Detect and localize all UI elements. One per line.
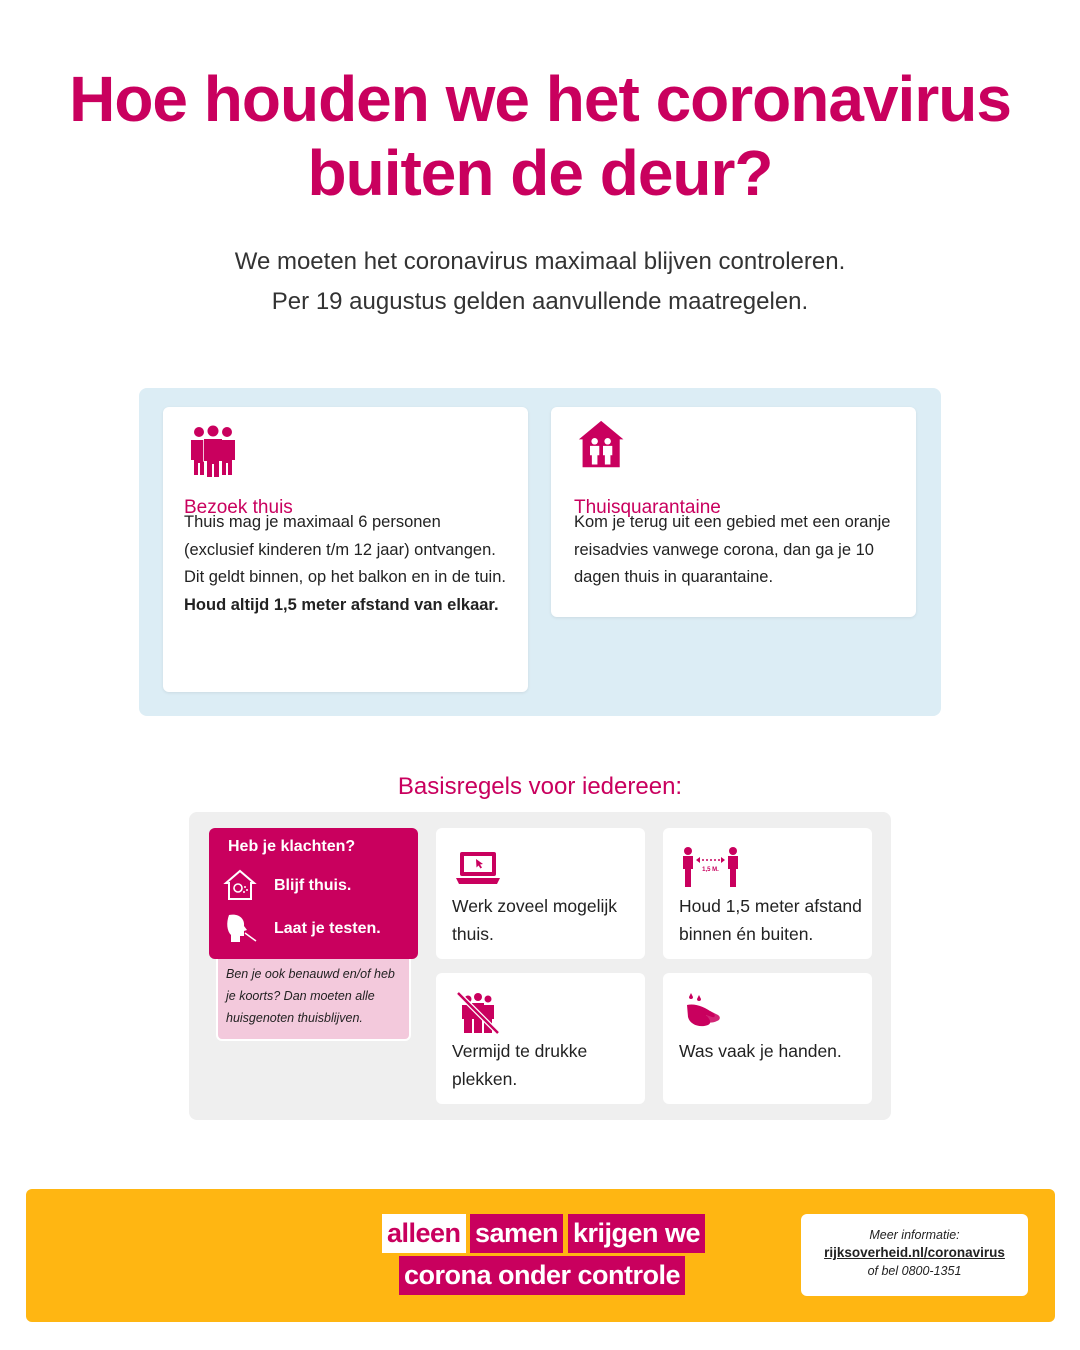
rule-card-distance — [663, 828, 872, 959]
slogan-word-krijgen-we: krijgen we — [568, 1214, 705, 1253]
measure-card-bezoek — [163, 407, 528, 692]
info-label: Meer informatie: — [869, 1228, 960, 1242]
footer-banner — [26, 1189, 1055, 1322]
rule-card-work-home — [436, 828, 645, 959]
page-title-line-2: buiten de deur? — [307, 137, 773, 209]
complaints-heading: Heb je klachten? — [228, 838, 356, 855]
distance-icon — [681, 846, 741, 890]
house-quarantine-icon — [577, 419, 629, 471]
group-people-icon — [185, 423, 241, 479]
rule-text: Werk zoveel mogelijk thuis. — [452, 896, 618, 944]
get-tested-row — [223, 911, 413, 947]
laptop-icon — [454, 846, 502, 890]
measure-text: Kom je terug uit een gebied met een oranje reisadvies vanwege corona, dan ga je 10 dagen thuis in quarantaine. — [574, 513, 891, 587]
slogan-word-alleen: alleen — [382, 1214, 466, 1253]
stay-home-text: Blijf thuis. — [274, 877, 352, 894]
complaints-note: Ben je ook benauwd en/of heb je koorts? Dan moeten alle huisgenoten thuisblijven. — [216, 952, 411, 1041]
test-swab-icon — [223, 911, 257, 945]
info-link[interactable]: rijksoverheid.nl/coronavirus — [824, 1245, 1005, 1260]
info-phone: of bel 0800-1351 — [867, 1264, 962, 1278]
get-tested-text: Laat je testen. — [274, 920, 381, 937]
intro-line-2: Per 19 augustus gelden aanvullende maatregelen. — [271, 288, 809, 315]
stay-home-row — [223, 868, 413, 904]
measure-heading: Bezoek thuis — [184, 497, 293, 518]
rule-text: Houd 1,5 meter afstand binnen én buiten. — [679, 896, 862, 944]
measures-panel — [139, 388, 941, 716]
distance-label: 1,5 M. — [702, 867, 719, 873]
intro-line-1: We moeten het coronavirus maximaal blijven controleren. — [234, 248, 846, 275]
rule-text: Vermijd te drukke plekken. — [452, 1041, 588, 1089]
page-title — [40, 62, 1040, 210]
basis-rules-title: Basisregels voor iedereen: — [397, 773, 683, 800]
house-sick-icon — [223, 868, 257, 902]
basis-rules-panel — [189, 812, 891, 1120]
rule-text: Was vaak je handen. — [679, 1041, 842, 1061]
complaints-card — [209, 828, 418, 959]
rule-card-crowds — [436, 973, 645, 1104]
wash-hands-icon — [681, 991, 729, 1035]
no-crowds-icon — [454, 991, 502, 1035]
slogan-line-2: corona onder controle — [399, 1256, 685, 1295]
measure-bold-note: Houd altijd 1,5 meter afstand van elkaar. — [184, 596, 499, 615]
page-title-line-1: Hoe houden we het coronavirus — [69, 63, 1011, 135]
rule-card-wash-hands — [663, 973, 872, 1104]
intro-text — [90, 242, 990, 322]
measure-body: Thuis mag je maximaal 6 personen (exclusief kinderen t/m 12 jaar) ontvangen. Dit geldt binnen, op het balkon en in de tuin. — [184, 513, 506, 587]
slogan-word-samen: samen — [470, 1214, 563, 1253]
info-box — [801, 1214, 1028, 1296]
measure-heading: Thuisquarantaine — [574, 497, 721, 518]
measure-text — [184, 509, 514, 620]
measure-card-quarantaine — [551, 407, 916, 617]
